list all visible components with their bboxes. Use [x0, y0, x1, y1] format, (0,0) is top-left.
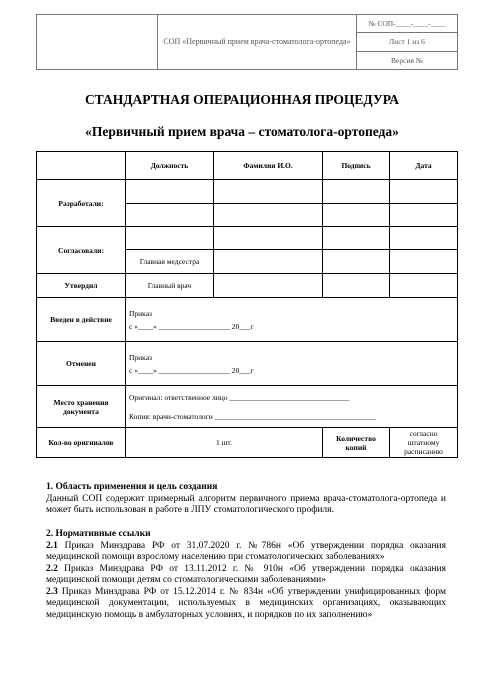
table-row: [37, 428, 458, 458]
table-cell[interactable]: [390, 204, 458, 227]
table-cell[interactable]: [390, 180, 458, 204]
reference-item: [46, 587, 446, 622]
table-cell[interactable]: [323, 227, 390, 250]
reference-item: [46, 541, 446, 564]
cancelled-label: Отменен: [37, 342, 126, 386]
col-signature: Подпись: [323, 152, 390, 180]
table-row: [37, 227, 458, 250]
count-originals-label: Кол-во оригиналов: [37, 428, 126, 458]
table-cell[interactable]: [390, 250, 458, 274]
reference-number: 2.3: [46, 586, 58, 597]
section-1-text: Данный СОП содержит примерный алгоритм первичного приема врача-стоматолога-ортопеда и может быть использован в работе в ЛПУ стоматологического профиля.: [46, 493, 446, 515]
table-cell[interactable]: [390, 227, 458, 250]
table-row: [37, 180, 458, 204]
storage-original[interactable]: Оригинал: ответственное лицо ________________________________: [129, 392, 350, 402]
section-2-heading: 2. Нормативные ссылки: [46, 529, 151, 539]
table-cell[interactable]: [390, 274, 458, 298]
logo-placeholder: [37, 15, 158, 69]
reference-text: Приказ Минздрава РФ от 15.12.2014 г. № 834н «Об утверждении унифицированных форм медицинской документации, используемых в медицинских организациях, оказывающих медицинскую помощь в амбулаторных условиях, и порядков по их заполнению»: [46, 586, 446, 620]
introduced-label: Введен в действие: [37, 298, 126, 342]
sheet-number: Лист 1 из 6: [357, 33, 457, 51]
section-1-heading: 1. Область применения и цель создания: [46, 482, 218, 492]
order-date-line[interactable]: с «____» ___________________ 20___г: [129, 365, 254, 375]
storage-info: [126, 386, 458, 428]
order-label: Приказ: [129, 308, 153, 318]
storage-label: Место хранения документа: [37, 386, 126, 428]
reference-number: 2.1: [46, 540, 58, 551]
cancelled-order: [126, 342, 458, 386]
approved-label: Утвердил: [37, 274, 126, 298]
version-number: Версия №: [391, 55, 423, 65]
col-date: Дата: [390, 152, 458, 180]
approval-table: [36, 151, 458, 458]
table-row: [37, 342, 458, 386]
reference-text: Приказ Минздрава РФ от 31.07.2020 г. №786н «Об утверждении порядка оказания медицинской помощи взрослому населению при стоматологических заболеваниях»: [46, 540, 446, 562]
col-position: Должность: [126, 152, 214, 180]
table-cell[interactable]: [126, 180, 214, 204]
table-cell[interactable]: [214, 227, 323, 250]
col-name: Фамилия И.О.: [214, 152, 323, 180]
table-cell[interactable]: [214, 250, 323, 274]
section-1: [46, 482, 446, 517]
table-cell[interactable]: [214, 180, 323, 204]
table-row: [37, 274, 458, 298]
developed-label: Разработали:: [37, 180, 126, 227]
count-originals-value: 1 шт.: [126, 428, 323, 458]
order-date-line[interactable]: с «____» ___________________ 20___г: [129, 321, 254, 331]
table-header-row: [37, 152, 458, 180]
corner-cell: [37, 152, 126, 180]
storage-copy[interactable]: Копия: врачи-стоматологи ___________________________________________: [129, 411, 376, 421]
table-cell[interactable]: [126, 227, 214, 250]
document-subtitle: «Первичный прием врача – стоматолога-ортопеда»: [85, 124, 399, 139]
header-meta: [357, 15, 457, 69]
table-cell[interactable]: [323, 204, 390, 227]
sop-number: № СОП-____-____-____: [357, 15, 457, 33]
table-cell[interactable]: [323, 180, 390, 204]
reference-number: 2.2: [46, 563, 58, 574]
document-title: СТАНДАРТНАЯ ОПЕРАЦИОННАЯ ПРОЦЕДУРА: [84, 92, 400, 107]
table-row: [37, 298, 458, 342]
count-copies-value: согласно штатному расписанию: [390, 428, 458, 458]
table-cell[interactable]: [323, 274, 390, 298]
count-copies-label: Количество копий: [323, 428, 390, 458]
approved-position: Главный врач: [126, 274, 214, 298]
table-cell[interactable]: [323, 250, 390, 274]
table-row: [37, 386, 458, 428]
reference-text: Приказ Минздрава РФ от 13.11.2012 г. № 910н «Об утверждении порядка оказания медицинской помощи детям со стоматологическими заболеваниями»: [46, 563, 446, 585]
header-title: СОП «Первичный прием врача-стоматолога-ортопеда»: [158, 15, 357, 69]
document-header: [36, 14, 458, 70]
section-2: [46, 529, 446, 621]
table-cell[interactable]: [214, 204, 323, 227]
table-cell[interactable]: [214, 274, 323, 298]
table-cell[interactable]: [126, 204, 214, 227]
introduced-order: [126, 298, 458, 342]
agreed-position-2: Главная медсестра: [126, 250, 214, 274]
agreed-label: Согласовали:: [37, 227, 126, 274]
order-label: Приказ: [129, 352, 153, 362]
reference-item: [46, 564, 446, 587]
